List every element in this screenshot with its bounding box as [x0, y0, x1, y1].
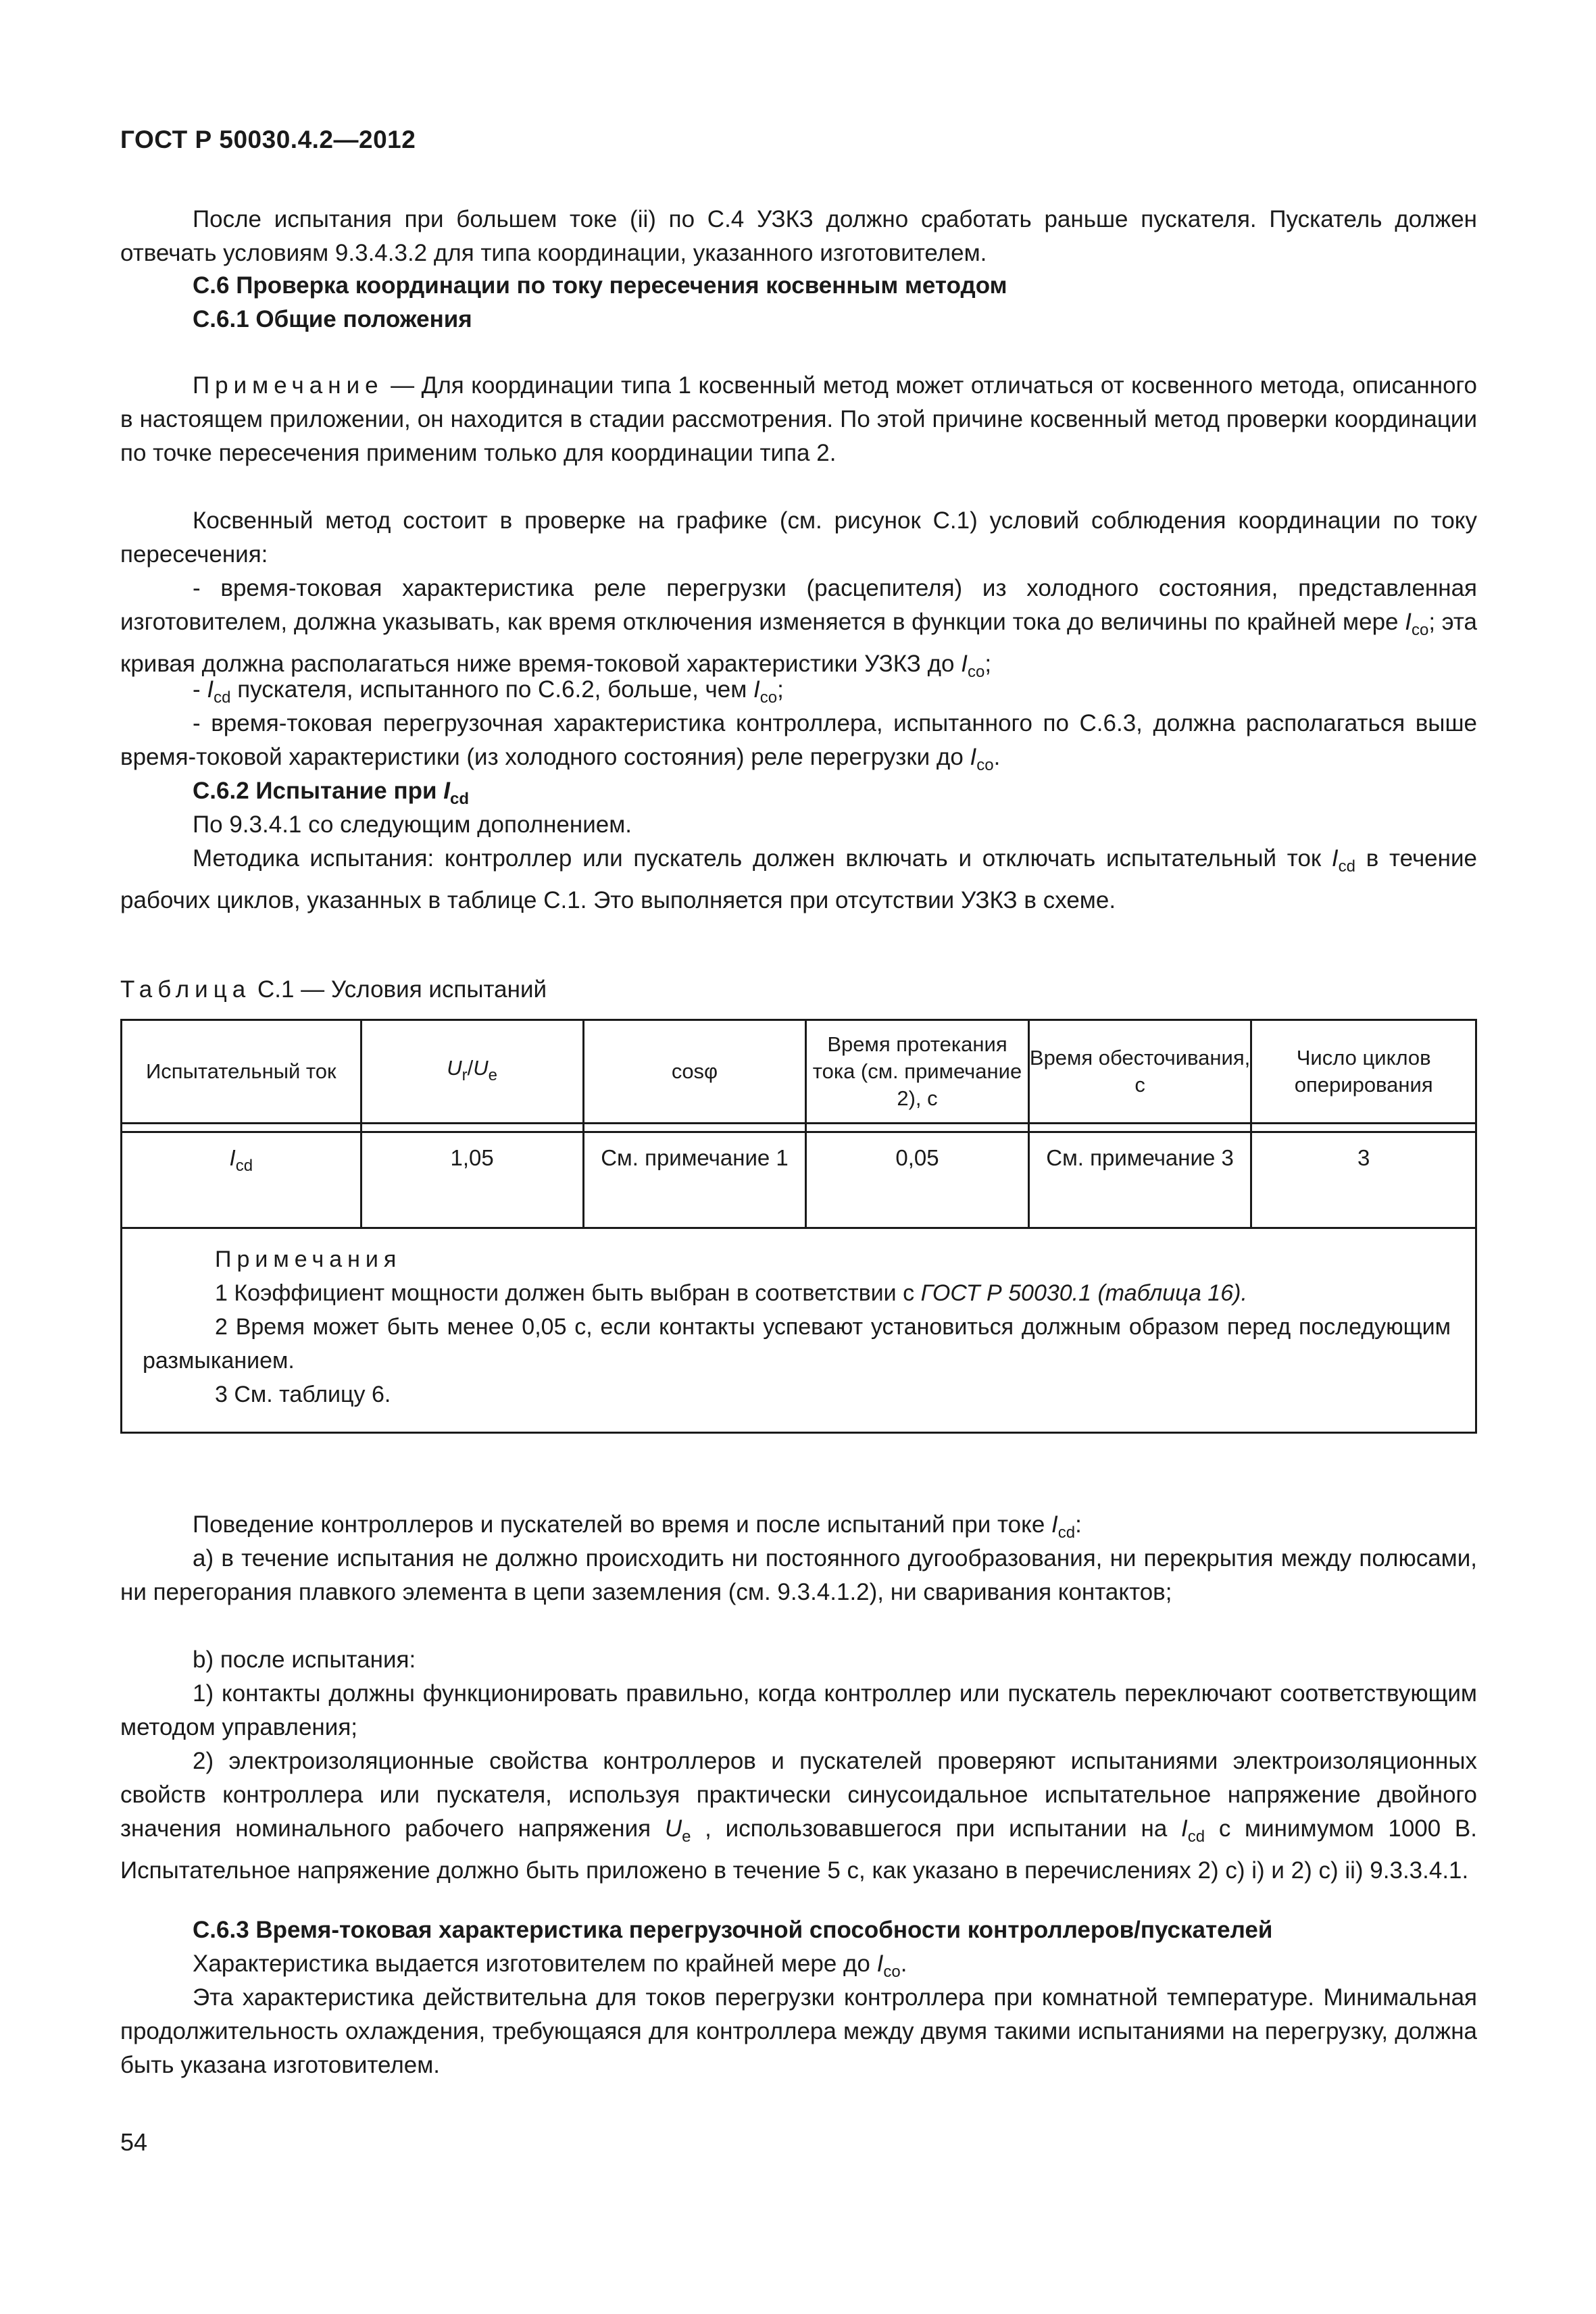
- paragraph-after-test: После испытания при большем токе (ii) по С.4 УЗКЗ должно сработать раньше пускателя. Пускатель должен отвечать условиям 9.3.4.3.2 для типа координации, указанного изготовителем.: [120, 206, 1477, 266]
- condition-item-1: - время-токовая характеристика реле перегрузки (расцепителя) из холодного состояния, представленная изготовителем, должна указывать, как время отключения изменяется в функции тока до величины по крайней мере $I_{co}$; эта кривая должна располагаться ниже время-токовой характеристики УЗКЗ до $I_{co}$;: [120, 575, 1477, 681]
- table-note-3: 3 См. таблицу 6.: [215, 1382, 391, 1407]
- paragraph-reference: По 9.3.4.1 со следующим дополнением.: [193, 811, 632, 838]
- header-cycle-count: Число циклов оперирования: [1251, 1020, 1476, 1124]
- item-a: a) в течение испытания не должно происходить ни постоянного дугообразования, ни перекрытия между полюсами, ни перегорания плавкого элемента в цепи заземления (см. 9.3.4.1.2), ни сваривания контактов;: [120, 1545, 1477, 1605]
- table-header-separator: [122, 1124, 1476, 1132]
- cell-voltage-ratio: 1,05: [361, 1132, 583, 1228]
- paragraph-characteristic: Характеристика выдается изготовителем по крайней мере до $I_{co}$.: [193, 1951, 907, 1981]
- paragraph-indirect-method: Косвенный метод состоит в проверке на графике (см. рисунок С.1) условий соблюдения координации по току пересечения:: [120, 507, 1477, 568]
- header-power-factor: cosφ: [583, 1020, 806, 1124]
- cell-power-factor: См. примечание 1: [583, 1132, 806, 1228]
- cell-current-duration: 0,05: [806, 1132, 1028, 1228]
- header-current-duration: Время протекания тока (см. примечание 2), с: [806, 1020, 1028, 1124]
- condition-item-3: - время-токовая перегрузочная характеристика контроллера, испытанного по С.6.3, должна располагаться выше время-токовой характеристики (из холодного состояния) реле перегрузки до $I_{co}$.: [120, 710, 1477, 774]
- cell-off-time: См. примечание 3: [1028, 1132, 1251, 1228]
- table-notes-row: [122, 1228, 1476, 1433]
- notes-label: Примечания: [215, 1247, 402, 1272]
- cell-cycle-count: 3: [1251, 1132, 1476, 1228]
- cell-test-current: $I_{cd}$: [122, 1132, 361, 1228]
- paragraph-test-method: Методика испытания: контроллер или пускатель должен включать и отключать испытательный ток $I_{cd}$ в течение рабочих циклов, указанных в таблице С.1. Это выполняется при отсутствии УЗКЗ в схеме.: [120, 845, 1477, 913]
- header-voltage-ratio: $U_r/U_e$: [361, 1020, 583, 1124]
- item-b1: 1) контакты должны функционировать правильно, когда контроллер или пускатель переключают соответствующим методом управления;: [120, 1680, 1477, 1740]
- page-number: 54: [120, 2128, 148, 2156]
- table-caption: Таблица С.1 — Условия испытаний: [120, 976, 547, 1003]
- note-text: — Для координации типа 1 косвенный метод может отличаться от косвенного метода, описанного в настоящем приложении, он находится в стадии рассмотрения. По этой причине косвенный метод проверки координации по точке пересечения применим только для координации типа 2.: [120, 372, 1477, 466]
- section-heading-c63: С.6.3 Время-токовая характеристика перегрузочной способности контроллеров/пускателей: [193, 1917, 1273, 1943]
- section-heading-c61: С.6.1 Общие положения: [193, 306, 472, 332]
- table-row: [122, 1132, 1476, 1228]
- item-b: b) после испытания:: [193, 1646, 416, 1673]
- note-label: Примечание: [193, 372, 384, 399]
- section-heading-c62: С.6.2 Испытание при $I_{cd}$: [193, 778, 469, 808]
- table-note-2: 2 Время может быть менее 0,05 с, если контакты успевают установиться должным образом перед последующим размыканием.: [143, 1314, 1451, 1374]
- table-notes: [122, 1228, 1476, 1433]
- test-conditions-table: [120, 1019, 1477, 1434]
- header-off-time: Время обесточивания, с: [1028, 1020, 1251, 1124]
- item-b2: 2) электроизоляционные свойства контроллеров и пускателей проверяют испытаниями электроизоляционных свойств контроллера или пускателя, используя практически синусоидальное испытательное напряжение двойного значения номинального рабочего напряжения $U_e$ , использовавшегося при испытании на $I_{cd}$ с минимумом 1000 В. Испытательное напряжение должно быть приложено в течение 5 с, как указано в перечислениях 2) с) i) и 2) с) ii) 9.3.3.4.1.: [120, 1748, 1477, 1884]
- section-heading-c6: С.6 Проверка координации по току пересечения косвенным методом: [193, 272, 1007, 299]
- header-test-current: Испытательный ток: [122, 1020, 361, 1124]
- paragraph-room-temperature: Эта характеристика действительна для токов перегрузки контроллера при комнатной температуре. Минимальная продолжительность охлаждения, требующаяся для контроллера между двумя такими испытаниями на перегрузку, должна быть указана изготовителем.: [120, 1984, 1477, 2078]
- table-note-1: 1 Коэффициент мощности должен быть выбран в соответствии с ГОСТ Р 50030.1 (таблица 16).: [215, 1280, 1247, 1306]
- condition-item-2: - $I_{cd}$ пускателя, испытанного по С.6.2, больше, чем $I_{co}$;: [193, 676, 784, 707]
- document-header: ГОСТ Р 50030.4.2—2012: [120, 126, 416, 153]
- note-paragraph: [120, 369, 1477, 470]
- paragraph-behavior: Поведение контроллеров и пускателей во время и после испытаний при токе $I_{cd}$:: [193, 1511, 1082, 1542]
- table-header-row: [122, 1020, 1476, 1124]
